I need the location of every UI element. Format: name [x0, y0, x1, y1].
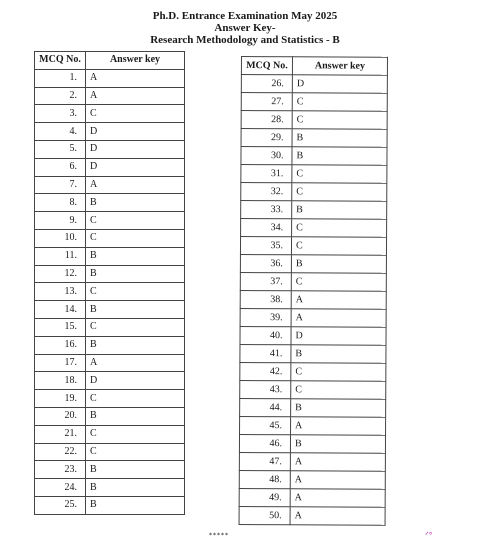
answer-value: B: [290, 435, 385, 453]
answer-value: A: [86, 69, 185, 87]
answer-value: B: [291, 399, 386, 417]
exam-title: Ph.D. Entrance Examination May 2025: [152, 10, 338, 22]
table-header-row: [35, 52, 185, 70]
table-row: [35, 318, 185, 336]
mcq-number: 33.: [241, 201, 292, 219]
answer-value: A: [86, 176, 185, 194]
paper-subject: Research Methodology and Statistics - B: [150, 34, 340, 46]
table-row: [241, 201, 387, 220]
answer-value: A: [290, 453, 385, 471]
mcq-number: 9.: [35, 212, 86, 230]
mcq-number: 34.: [241, 219, 292, 237]
answer-value: D: [86, 372, 185, 390]
mcq-no-header: MCQ No.: [35, 52, 86, 70]
answer-value: B: [86, 496, 185, 514]
answer-value: B: [292, 147, 387, 165]
answer-value: B: [86, 265, 185, 283]
answer-value: B: [292, 201, 387, 219]
answer-value: B: [86, 336, 185, 354]
answer-value: C: [86, 283, 185, 301]
answer-value: C: [292, 219, 387, 237]
table-row: [35, 87, 185, 105]
answer-value: A: [290, 489, 385, 507]
answer-value: C: [86, 443, 185, 461]
answer-value: C: [86, 425, 185, 443]
mcq-number: 25.: [35, 496, 86, 514]
answer-value: B: [291, 255, 386, 273]
table-row: [239, 506, 385, 525]
mcq-number: 36.: [240, 254, 291, 272]
answer-value: B: [291, 345, 386, 363]
table-row: [240, 272, 386, 291]
table-row: [35, 105, 185, 123]
mcq-number: 50.: [239, 506, 290, 524]
answer-value: C: [292, 93, 387, 111]
table-row: [240, 416, 386, 435]
answer-value: B: [86, 461, 185, 479]
table-row: [35, 407, 185, 425]
table-row: [35, 247, 185, 265]
table-row: [240, 290, 386, 309]
table-row: [35, 69, 185, 87]
table-row: [35, 194, 185, 212]
table-row: [241, 93, 387, 112]
answer-value: C: [291, 237, 386, 255]
ink-mark-icon: ᐟᐤ: [425, 531, 433, 541]
mcq-number: 40.: [240, 326, 291, 344]
table-row: [35, 229, 185, 247]
mcq-number: 6.: [35, 158, 86, 176]
mcq-number: 23.: [35, 461, 86, 479]
mcq-number: 49.: [239, 488, 290, 506]
mcq-number: 7.: [35, 176, 86, 194]
mcq-number: 5.: [35, 140, 86, 158]
mcq-number: 45.: [240, 416, 291, 434]
mcq-number: 13.: [35, 283, 86, 301]
document-header: [0, 10, 490, 46]
mcq-number: 16.: [35, 336, 86, 354]
table-row: [35, 372, 185, 390]
table-row: [240, 344, 386, 363]
mcq-number: 35.: [240, 237, 291, 255]
mcq-number: 42.: [240, 362, 291, 380]
answer-value: B: [86, 194, 185, 212]
table-row: [240, 254, 386, 273]
table-row: [35, 479, 185, 497]
answer-key-header: Answer key: [292, 57, 387, 75]
table-row: [241, 111, 387, 130]
table-row: [35, 390, 185, 408]
mcq-number: 12.: [35, 265, 86, 283]
mcq-number: 4.: [35, 123, 86, 141]
table-row: [240, 308, 386, 327]
mcq-number: 11.: [35, 247, 86, 265]
table-row: [241, 165, 387, 184]
mcq-number: 26.: [241, 75, 292, 93]
table-row: [240, 237, 386, 256]
mcq-number: 19.: [35, 390, 86, 408]
table-header-row: [241, 57, 387, 76]
mcq-number: 39.: [240, 308, 291, 326]
table-row: [35, 265, 185, 283]
answer-value: A: [290, 471, 385, 489]
mcq-number: 18.: [35, 372, 86, 390]
answer-key-header: Answer key: [86, 52, 185, 70]
mcq-no-header: MCQ No.: [241, 57, 292, 75]
mcq-number: 27.: [241, 93, 292, 111]
mcq-number: 3.: [35, 105, 86, 123]
answer-value: A: [291, 291, 386, 309]
table-row: [241, 183, 387, 202]
table-row: [35, 158, 185, 176]
answer-value: C: [291, 381, 386, 399]
table-row: [239, 470, 385, 489]
answer-value: A: [290, 507, 385, 525]
answer-value: B: [86, 247, 185, 265]
answer-value: A: [291, 309, 386, 327]
mcq-number: 41.: [240, 344, 291, 362]
mcq-number: 29.: [241, 129, 292, 147]
table-row: [35, 176, 185, 194]
table-row: [240, 362, 386, 381]
answer-value: C: [86, 105, 185, 123]
answer-value: D: [86, 140, 185, 158]
table-row: [35, 425, 185, 443]
table-row: [35, 212, 185, 230]
answer-key-title: Answer Key-: [214, 22, 276, 34]
answer-value: B: [86, 407, 185, 425]
answer-value: C: [291, 363, 386, 381]
mcq-number: 46.: [239, 434, 290, 452]
mcq-number: 17.: [35, 354, 86, 372]
mcq-number: 2.: [35, 87, 86, 105]
answer-value: D: [86, 158, 185, 176]
table-row: [241, 219, 387, 238]
table-row: [240, 326, 386, 345]
mcq-number: 21.: [35, 425, 86, 443]
mcq-number: 1.: [35, 69, 86, 87]
table-row: [35, 496, 185, 514]
table-row: [239, 434, 385, 453]
mcq-number: 31.: [241, 165, 292, 183]
answer-value: C: [86, 229, 185, 247]
table-row: [241, 129, 387, 148]
mcq-number: 38.: [240, 290, 291, 308]
mcq-number: 15.: [35, 318, 86, 336]
mcq-number: 30.: [241, 147, 292, 165]
mcq-number: 32.: [241, 183, 292, 201]
answer-value: C: [86, 212, 185, 230]
answer-table-left: [34, 51, 185, 515]
table-row: [35, 354, 185, 372]
answer-value: B: [292, 129, 387, 147]
end-of-document-mark: *****: [209, 532, 229, 539]
table-row: [35, 301, 185, 319]
mcq-number: 14.: [35, 301, 86, 319]
answer-value: C: [292, 111, 387, 129]
table-row: [240, 398, 386, 417]
mcq-number: 10.: [35, 229, 86, 247]
mcq-number: 22.: [35, 443, 86, 461]
mcq-number: 43.: [240, 380, 291, 398]
table-row: [35, 140, 185, 158]
answer-value: D: [292, 75, 387, 93]
mcq-number: 44.: [240, 398, 291, 416]
table-row: [35, 123, 185, 141]
table-row: [35, 336, 185, 354]
answer-value: A: [86, 87, 185, 105]
table-row: [239, 488, 385, 507]
answer-value: D: [291, 327, 386, 345]
table-row: [35, 283, 185, 301]
answer-value: C: [292, 165, 387, 183]
table-row: [239, 452, 385, 471]
table-row: [35, 461, 185, 479]
answer-value: B: [86, 479, 185, 497]
mcq-number: 20.: [35, 407, 86, 425]
table-row: [241, 147, 387, 166]
mcq-number: 28.: [241, 111, 292, 129]
mcq-number: 47.: [239, 452, 290, 470]
answer-value: C: [291, 273, 386, 291]
answer-value: C: [86, 318, 185, 336]
answer-value: A: [86, 354, 185, 372]
table-row: [35, 443, 185, 461]
answer-table-right: [239, 56, 388, 526]
answer-value: D: [86, 123, 185, 141]
mcq-number: 37.: [240, 272, 291, 290]
table-row: [241, 75, 387, 94]
mcq-number: 8.: [35, 194, 86, 212]
table-row: [240, 380, 386, 399]
answer-value: A: [291, 417, 386, 435]
mcq-number: 48.: [239, 470, 290, 488]
answer-value: C: [292, 183, 387, 201]
mcq-number: 24.: [35, 479, 86, 497]
answer-value: C: [86, 390, 185, 408]
answer-value: B: [86, 301, 185, 319]
